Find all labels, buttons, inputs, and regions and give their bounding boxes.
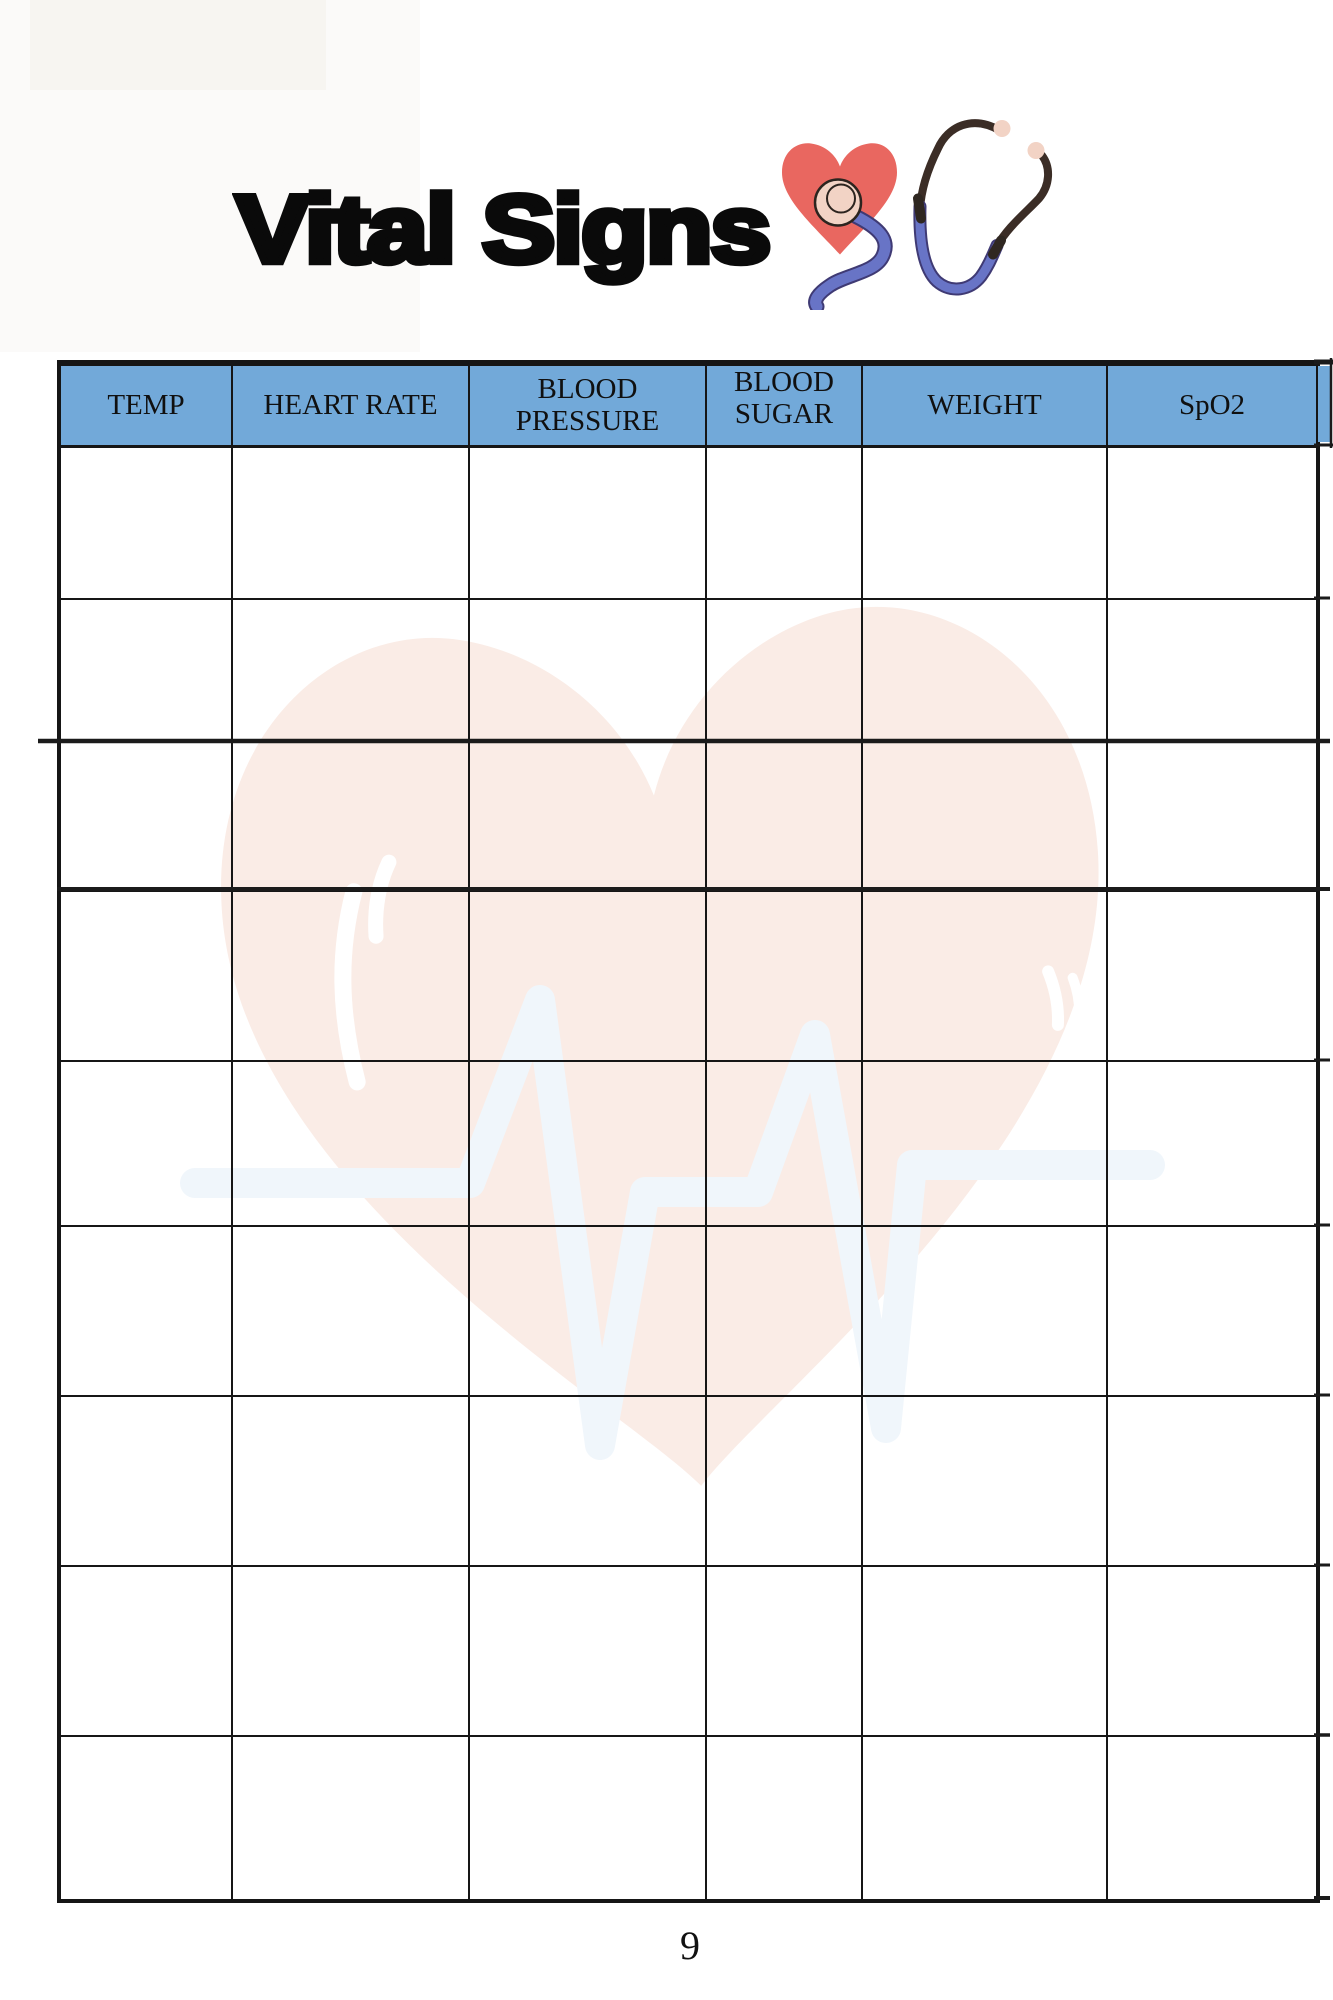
vital-entry-cell[interactable] (469, 1061, 706, 1226)
vital-entry-cell[interactable] (232, 1226, 469, 1396)
vital-entry-cell[interactable] (862, 741, 1107, 891)
vital-entry-cell[interactable] (1107, 1736, 1318, 1901)
table-row (59, 1566, 1318, 1736)
vital-entry-cell[interactable] (469, 1736, 706, 1901)
vital-entry-cell[interactable] (59, 1061, 232, 1226)
vital-entry-cell[interactable] (862, 891, 1107, 1061)
table-row (59, 1736, 1318, 1901)
heart-stethoscope-icon (610, 75, 1060, 310)
table-header-row (59, 363, 1318, 446)
vital-entry-cell[interactable] (232, 446, 469, 599)
table-row (59, 599, 1318, 741)
vital-entry-cell[interactable] (59, 891, 232, 1061)
vital-entry-cell[interactable] (59, 599, 232, 741)
stethoscope-earpiece (994, 120, 1011, 137)
vital-entry-cell[interactable] (862, 446, 1107, 599)
vital-entry-cell[interactable] (862, 1061, 1107, 1226)
vital-entry-cell[interactable] (59, 1226, 232, 1396)
vital-entry-cell[interactable] (862, 1566, 1107, 1736)
vital-entry-cell[interactable] (469, 1396, 706, 1566)
header-spo2: SpO2 (1107, 363, 1318, 446)
vital-entry-cell[interactable] (232, 1566, 469, 1736)
page-title: Vital Signs (236, 176, 769, 283)
vital-entry-cell[interactable] (706, 599, 862, 741)
vital-entry-cell[interactable] (706, 1061, 862, 1226)
vital-entry-cell[interactable] (1107, 599, 1318, 741)
header-blood-pressure: BLOOD PRESSURE (469, 363, 706, 446)
header-weight: WEIGHT (862, 363, 1107, 446)
vital-entry-cell[interactable] (469, 1566, 706, 1736)
vital-entry-cell[interactable] (862, 1736, 1107, 1901)
table-row (59, 1226, 1318, 1396)
vital-entry-cell[interactable] (59, 741, 232, 891)
scan-tint-corner (30, 0, 326, 90)
vital-entry-cell[interactable] (469, 1226, 706, 1396)
vital-entry-cell[interactable] (59, 1396, 232, 1566)
vital-entry-cell[interactable] (706, 1226, 862, 1396)
stethoscope-earpiece (1028, 142, 1045, 159)
vital-entry-cell[interactable] (1107, 1226, 1318, 1396)
vital-entry-cell[interactable] (469, 891, 706, 1061)
vital-entry-cell[interactable] (1107, 1566, 1318, 1736)
vital-entry-cell[interactable] (706, 1736, 862, 1901)
vital-entry-cell[interactable] (232, 741, 469, 891)
table-row (59, 741, 1318, 891)
vital-entry-cell[interactable] (232, 1061, 469, 1226)
page-number: 9 (680, 1923, 700, 1968)
vital-entry-cell[interactable] (232, 1396, 469, 1566)
vital-entry-cell[interactable] (469, 741, 706, 891)
vital-entry-cell[interactable] (469, 599, 706, 741)
vital-entry-cell[interactable] (469, 446, 706, 599)
vital-entry-cell[interactable] (1107, 1396, 1318, 1566)
vital-entry-cell[interactable] (862, 1396, 1107, 1566)
vital-entry-cell[interactable] (232, 891, 469, 1061)
table-row (59, 1396, 1318, 1566)
vital-entry-cell[interactable] (706, 741, 862, 891)
vital-entry-cell[interactable] (59, 1566, 232, 1736)
vital-signs-table (57, 360, 1320, 1903)
vital-entry-cell[interactable] (706, 891, 862, 1061)
vital-entry-cell[interactable] (862, 599, 1107, 741)
table-row (59, 891, 1318, 1061)
vital-entry-cell[interactable] (706, 446, 862, 599)
vital-entry-cell[interactable] (59, 1736, 232, 1901)
header-blood-sugar: BLOOD SUGAR (706, 363, 862, 446)
vital-entry-cell[interactable] (1107, 446, 1318, 599)
vital-entry-cell[interactable] (232, 599, 469, 741)
header-temp: TEMP (59, 363, 232, 446)
table-row (59, 446, 1318, 599)
vitals-table-body (59, 446, 1318, 1901)
table-row (59, 1061, 1318, 1226)
vital-entry-cell[interactable] (232, 1736, 469, 1901)
vital-entry-cell[interactable] (706, 1566, 862, 1736)
vital-entry-cell[interactable] (1107, 741, 1318, 891)
vital-entry-cell[interactable] (706, 1396, 862, 1566)
vital-entry-cell[interactable] (59, 446, 232, 599)
vital-entry-cell[interactable] (1107, 891, 1318, 1061)
vital-entry-cell[interactable] (862, 1226, 1107, 1396)
vital-entry-cell[interactable] (1107, 1061, 1318, 1226)
header-heart-rate: HEART RATE (232, 363, 469, 446)
